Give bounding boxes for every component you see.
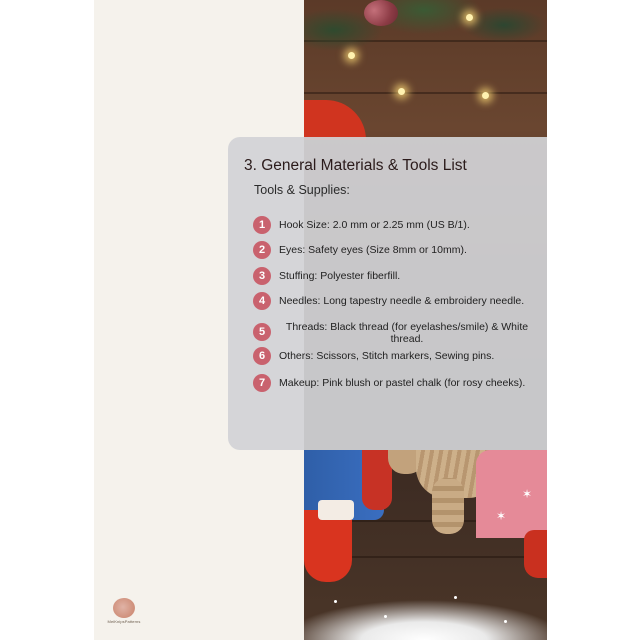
- number-badge: 7: [253, 374, 271, 392]
- section-subtitle: Tools & Supplies:: [254, 183, 350, 197]
- snow-speck: [454, 596, 457, 599]
- pinecone-berries: [364, 0, 398, 26]
- number-badge: 1: [253, 216, 271, 234]
- fairy-light: [398, 88, 405, 95]
- doll-red-hat: [304, 100, 366, 140]
- materials-card: [228, 137, 547, 450]
- doll-red-shoe: [524, 530, 547, 578]
- snow-ground: [304, 580, 547, 640]
- brand-logo: [104, 598, 144, 628]
- section-title: 3. General Materials & Tools List: [244, 157, 467, 174]
- list-item-text: Needles: Long tapestry needle & embroidery needle.: [279, 295, 525, 307]
- yarn-ball-icon: [113, 598, 135, 618]
- fairy-light: [466, 14, 473, 21]
- number-badge: 5: [253, 323, 271, 341]
- doll-pink-dress: [476, 450, 547, 538]
- list-item-text: Threads: Black thread (for eyelashes/smile) & White thread.: [285, 321, 529, 345]
- list-item-text: Others: Scissors, Stitch markers, Sewing pins.: [279, 350, 495, 362]
- snow-speck: [384, 615, 387, 618]
- fairy-light: [348, 52, 355, 59]
- brand-logo-text: MeiKnipsPatterns: [107, 619, 141, 624]
- snowflake-icon: ✶: [496, 509, 507, 523]
- pine-garland: [304, 0, 547, 85]
- snow-speck: [334, 600, 337, 603]
- list-item-text: Makeup: Pink blush or pastel chalk (for rosy cheeks).: [279, 377, 526, 389]
- wood-plank-line: [304, 92, 547, 94]
- snowflake-icon: ✶: [522, 487, 533, 501]
- number-badge: 2: [253, 241, 271, 259]
- list-item-text: Eyes: Safety eyes (Size 8mm or 10mm).: [279, 244, 467, 256]
- doll-braid: [432, 478, 464, 534]
- doll-red-shoe: [304, 510, 352, 582]
- snow-speck: [504, 620, 507, 623]
- number-badge: 3: [253, 267, 271, 285]
- doll-white-cuff: [318, 500, 354, 520]
- number-badge: 6: [253, 347, 271, 365]
- fairy-light: [482, 92, 489, 99]
- list-item-text: Hook Size: 2.0 mm or 2.25 mm (US B/1).: [279, 219, 470, 231]
- list-item-text: Stuffing: Polyester fiberfill.: [279, 270, 401, 282]
- number-badge: 4: [253, 292, 271, 310]
